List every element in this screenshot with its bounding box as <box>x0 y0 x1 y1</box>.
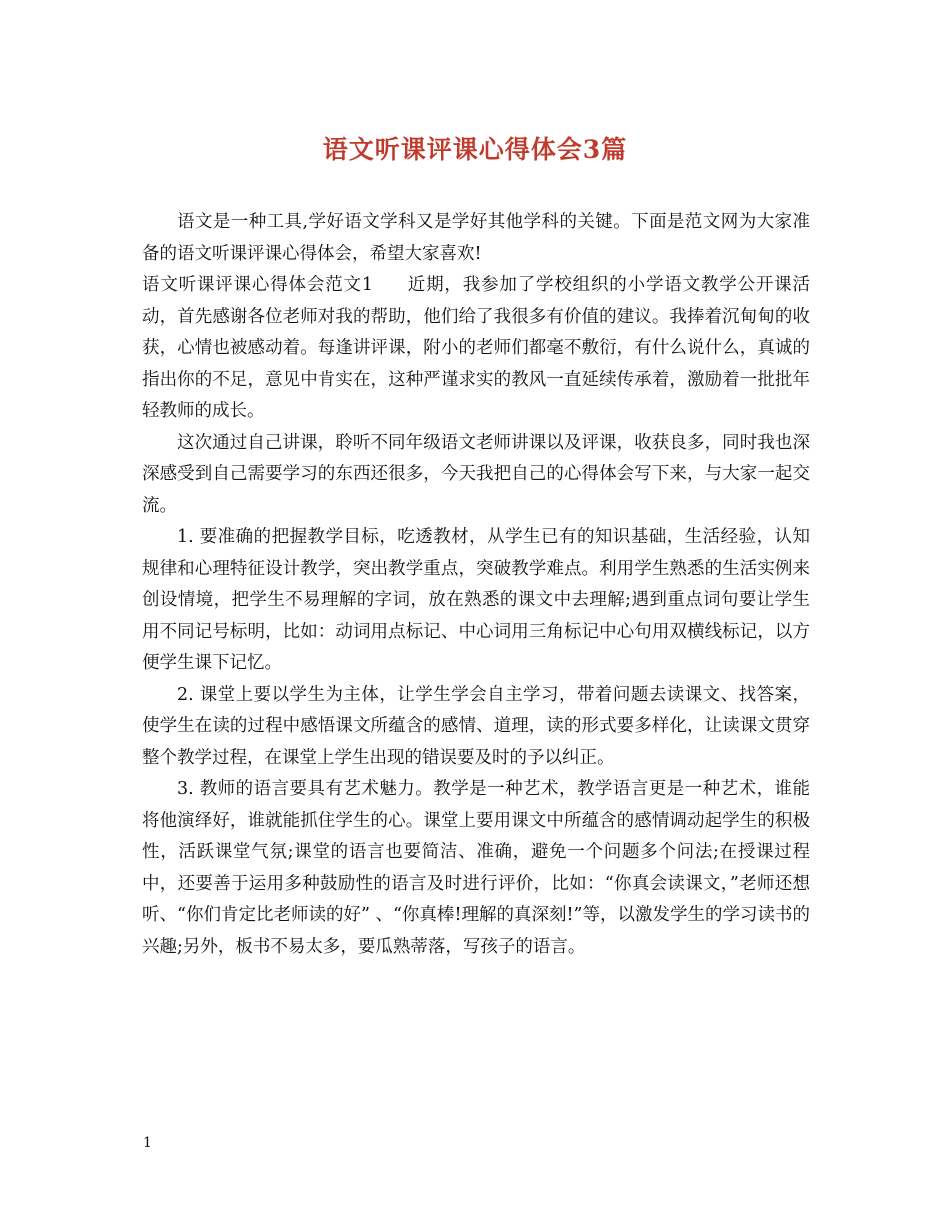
paragraph-reflection: 这次通过自己讲课，聆听不同年级语文老师讲课以及评课，收获良多，同时我也深深感受到自己需要学习的东西还很多，今天我把自己的心得体会写下来，与大家一起交流。 <box>142 432 810 516</box>
intro-paragraph: 语文是一种工具,学好语文学科又是学好其他学科的关键。下面是范文网为大家准备的语文听课评课心得体会，希望大家喜欢! <box>142 212 810 264</box>
paragraph-point-2: 2. 课堂上要以学生为主体，让学生学会自主学习，带着问题去读课文、找答案，使学生在读的过程中感悟课文所蕴含的感情、道理，读的形式要多样化，让读课文贯穿整个教学过程，在课堂上学生出现的错误要及时的予以纠正。 <box>142 684 810 768</box>
document-body <box>142 207 810 963</box>
section-text: 近期，我参加了学校组织的小学语文教学公开课活动，首先感谢各位老师对我的帮助，他们给了我很多有价值的建议。我捧着沉甸甸的收获，心情也被感动着。每逢讲评课，附小的老师们都毫不敷衍，有什么说什么，真诚的指出你的不足，意见中肯实在，这种严谨求实的教风一直延续传承着，激励着一批批年轻教师的成长。 <box>142 275 810 421</box>
paragraph-point-1: 1. 要准确的把握教学目标，吃透教材，从学生已有的知识基础，生活经验，认知规律和心理特征设计教学，突出教学重点，突破教学难点。利用学生熟悉的生活实例来创设情境，把学生不易理解的字词，放在熟悉的课文中去理解;遇到重点词句要让学生用不同记号标明，比如：动词用点标记、中心词用三角标记中心句用双横线标记，以方便学生课下记忆。 <box>142 527 810 673</box>
section-paragraph <box>142 270 810 428</box>
section-heading: 语文听课评课心得体会范文1 <box>142 275 373 295</box>
paragraph-point-3: 3. 教师的语言要具有艺术魅力。教学是一种艺术，教学语言更是一种艺术，谁能将他演绎好，谁就能抓住学生的心。课堂上要用课文中所蕴含的感情调动起学生的积极性，活跃课堂气氛;课堂的语言也要简洁、准确，避免一个问题多个问法;在授课过程中，还要善于运用多种鼓励性的语言及时进行评价，比如：“你真会读课文，”老师还想听、“你们肯定比老师读的好” 、“你真棒!理解的真深刻!”等，以激发学生的学习读书的兴趣;另外，板书不易太多，要瓜熟蒂落，写孩子的语言。 <box>142 779 810 957</box>
document-title: 语文听课评课心得体会3篇 <box>322 135 628 164</box>
page-number: 1 <box>143 1135 152 1151</box>
